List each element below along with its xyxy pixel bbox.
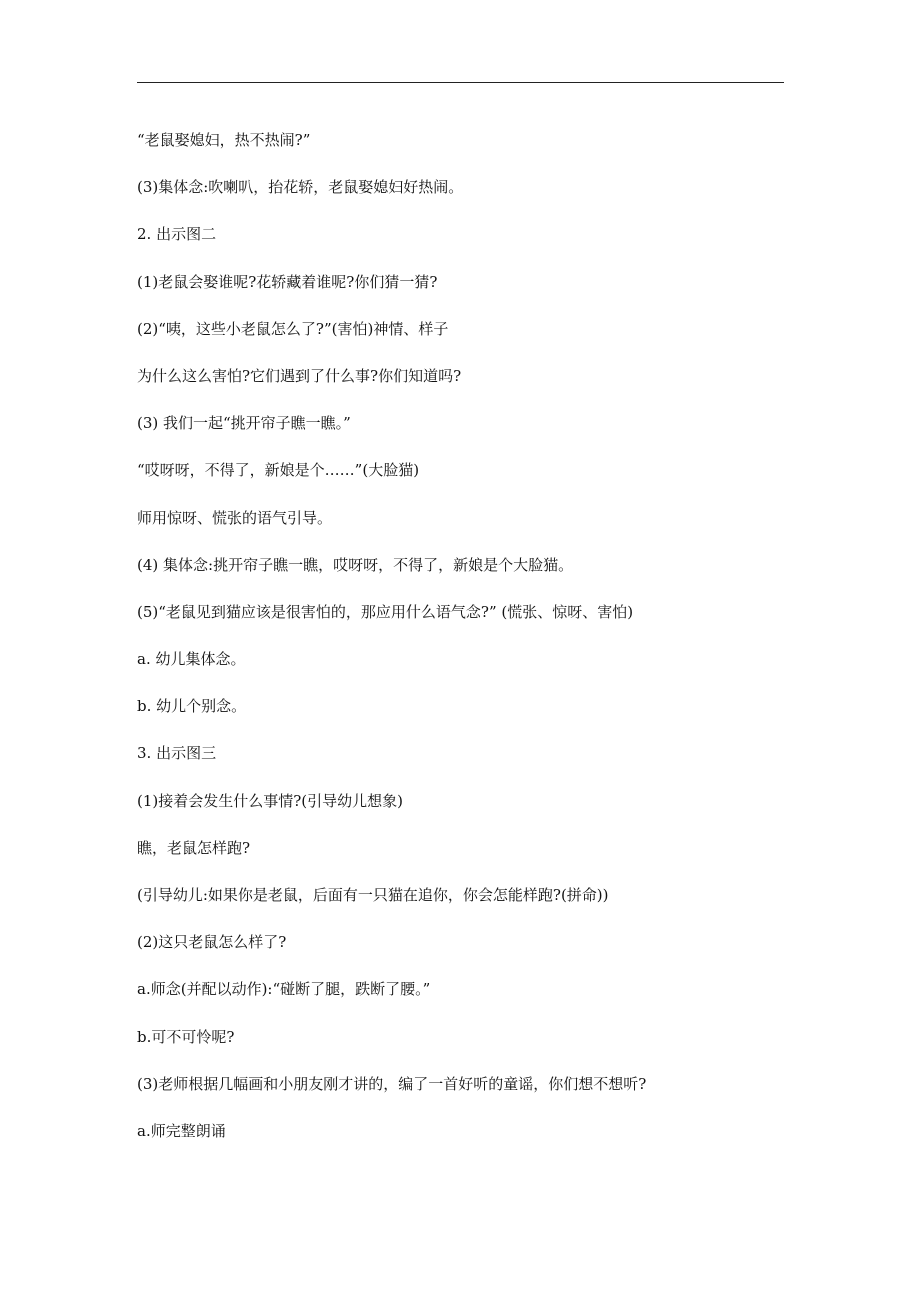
text-line: (2)“咦，这些小老鼠怎么了?”(害怕)神情、样子 <box>137 319 449 338</box>
header-rule <box>137 82 784 83</box>
text-line: a. 幼儿集体念。 <box>137 650 246 669</box>
text-line: (1)接着会发生什么事情?(引导幼儿想象) <box>137 791 403 810</box>
text-line: b. 幼儿个别念。 <box>137 697 247 716</box>
text-line: a.师完整朗诵 <box>137 1121 226 1140</box>
text-line: (1)老鼠会娶谁呢?花轿藏着谁呢?你们猜一猜? <box>137 272 438 291</box>
text-line: 师用惊呀、慌张的语气引导。 <box>137 508 333 527</box>
document-body <box>137 130 787 1168</box>
text-line: (3)老师根据几幅画和小朋友刚才讲的，编了一首好听的童谣，你们想不想听? <box>137 1074 647 1093</box>
text-line: (3) 我们一起“挑开帘子瞧一瞧。” <box>137 414 351 433</box>
text-line: (5)“老鼠见到猫应该是很害怕的，那应用什么语气念?” (慌张、惊呀、害怕) <box>137 602 634 621</box>
text-line: 为什么这么害怕?它们遇到了什么事?你们知道吗? <box>137 366 462 385</box>
text-line: (引导幼儿:如果你是老鼠，后面有一只猫在追你，你会怎能样跑?(拼命)) <box>137 886 609 904</box>
text-line: (3)集体念:吹喇叭，抬花轿，老鼠娶媳妇好热闹。 <box>137 178 464 197</box>
text-line: (4) 集体念:挑开帘子瞧一瞧，哎呀呀，不得了，新娘是个大脸猫。 <box>137 555 574 574</box>
text-line: “老鼠娶媳妇，热不热闹?” <box>137 131 311 149</box>
text-line: (2)这只老鼠怎么样了? <box>137 933 287 952</box>
section-heading: 3. 出示图三 <box>137 744 217 763</box>
text-line: 瞧，老鼠怎样跑? <box>137 838 251 857</box>
text-line: a.师念(并配以动作):“碰断了腿，跌断了腰。” <box>137 980 431 999</box>
section-heading: 2. 出示图二 <box>137 225 217 244</box>
text-line: b.可不可怜呢? <box>137 1027 235 1046</box>
text-line: “哎呀呀，不得了，新娘是个……”(大脸猫) <box>137 461 420 480</box>
